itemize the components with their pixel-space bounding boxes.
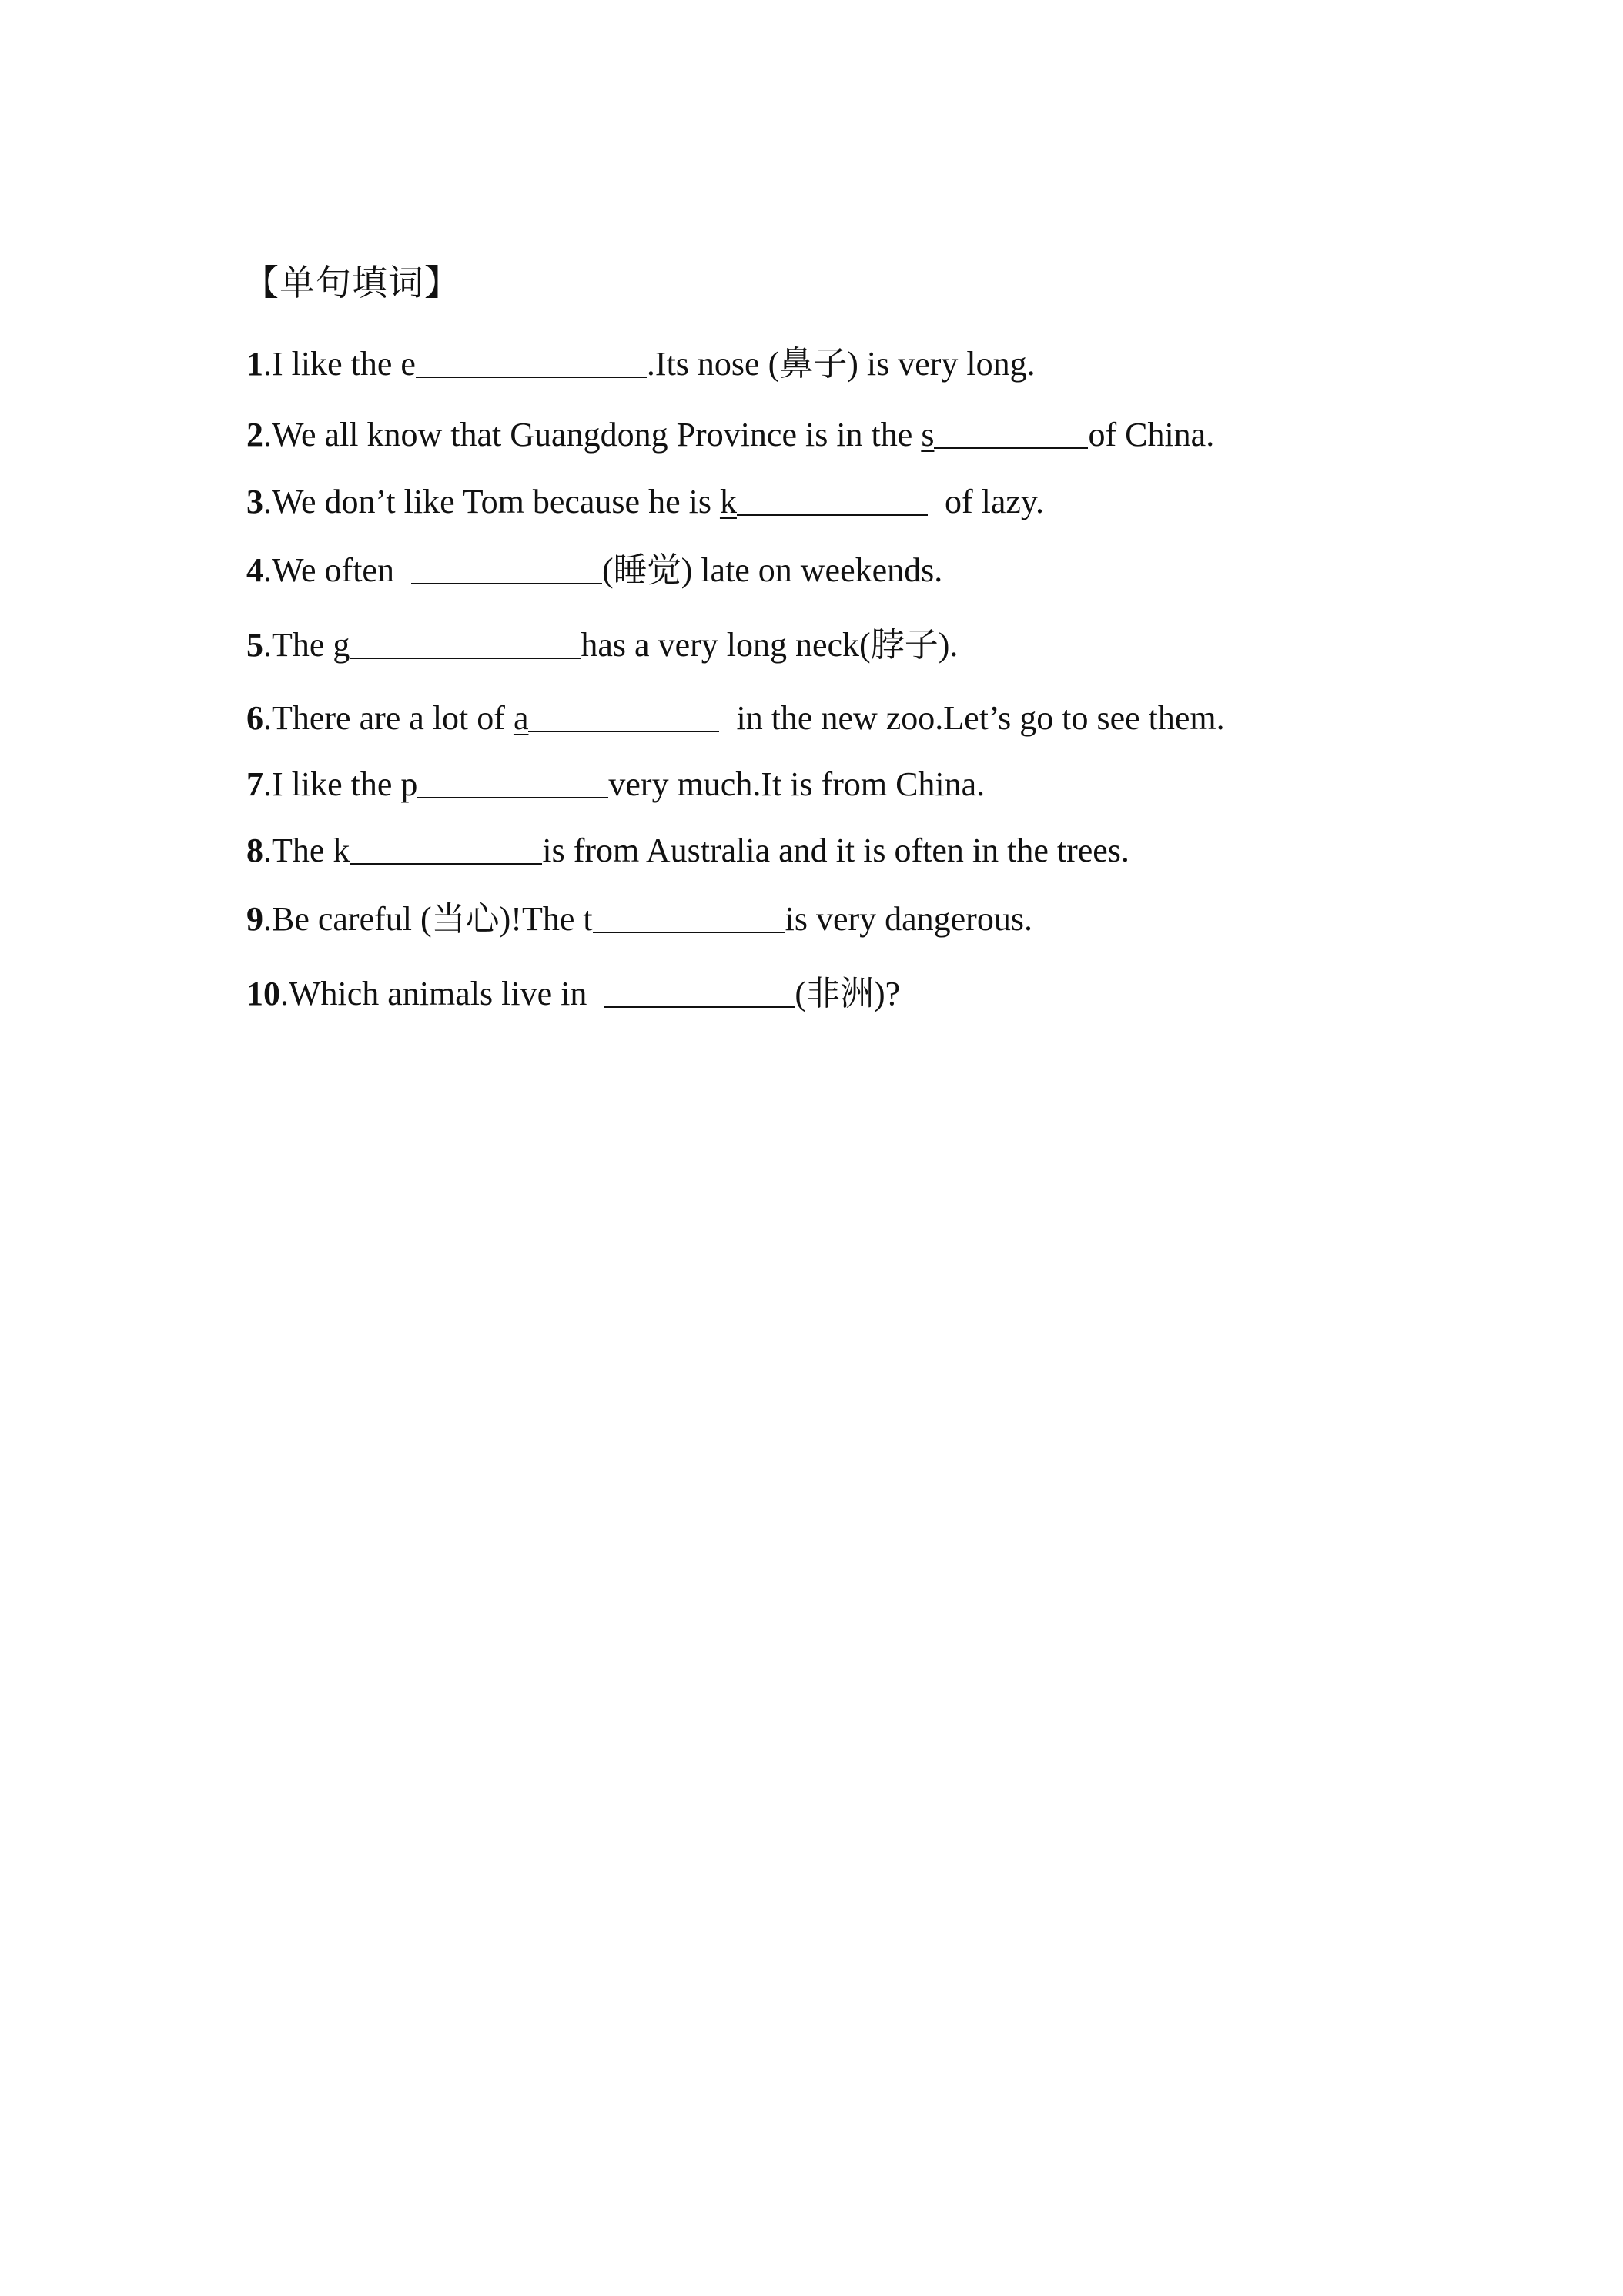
question-text-after: very much.It is from China. <box>608 765 986 803</box>
question-number: 3 <box>246 483 263 520</box>
hint-letter: a <box>513 699 529 737</box>
answer-blank <box>416 347 647 378</box>
question-text-after: .Its nose (鼻子) is very long. <box>646 345 1036 383</box>
answer-blank <box>350 834 542 865</box>
question-text-after: of lazy. <box>927 483 1045 520</box>
question-number: 4 <box>246 551 263 589</box>
answer-blank <box>528 701 719 732</box>
question-5 <box>246 624 958 667</box>
question-number: 1 <box>246 345 263 383</box>
question-text-after: has a very long neck(脖子). <box>581 626 959 664</box>
question-text-before: .There are a lot of <box>263 699 514 737</box>
question-text-after: in the new zoo.Let’s go to see them. <box>719 699 1225 737</box>
question-4 <box>246 549 942 592</box>
question-text-before: .The g <box>263 626 350 664</box>
answer-blank <box>593 902 785 933</box>
question-6 <box>246 697 1225 740</box>
question-text-after: is from Australia and it is often in the trees. <box>542 832 1129 869</box>
answer-blank <box>411 554 602 584</box>
hint-letter: k <box>719 483 737 520</box>
question-text-before: .I like the p <box>263 765 418 803</box>
question-text-before: .We all know that Guangdong Province is in the <box>263 416 922 454</box>
question-text-before: .We don’t like Tom because he is <box>263 483 720 520</box>
answer-blank <box>417 768 608 798</box>
question-3 <box>246 480 1044 524</box>
question-text-before: .Which animals live in <box>280 975 604 1012</box>
question-number: 8 <box>246 832 263 869</box>
section-heading: 【单句填词】 <box>243 263 460 303</box>
question-8 <box>246 829 1129 872</box>
question-text-after: of China. <box>1088 416 1215 454</box>
question-number: 9 <box>246 900 263 938</box>
question-2 <box>246 413 1214 457</box>
question-text-before: .I like the e <box>263 345 416 383</box>
answer-blank <box>934 418 1088 449</box>
question-text-before: .Be careful (当心)!The t <box>263 900 593 938</box>
question-9 <box>246 898 1032 941</box>
question-1 <box>246 343 1036 386</box>
answer-blank <box>350 628 581 659</box>
question-number: 6 <box>246 699 263 737</box>
question-10 <box>246 972 900 1016</box>
question-text-after: (睡觉) late on weekends. <box>601 551 943 589</box>
hint-letter: s <box>921 416 935 454</box>
question-number: 10 <box>246 975 280 1012</box>
question-text-after: (非洲)? <box>795 975 901 1012</box>
question-number: 5 <box>246 626 263 664</box>
question-text-before: .We often <box>263 551 411 589</box>
answer-blank <box>604 977 795 1008</box>
question-text-before: .The k <box>263 832 350 869</box>
question-number: 2 <box>246 416 263 454</box>
question-text-after: is very dangerous. <box>785 900 1032 938</box>
question-number: 7 <box>246 765 263 803</box>
answer-blank <box>737 485 928 516</box>
question-7 <box>246 763 985 806</box>
